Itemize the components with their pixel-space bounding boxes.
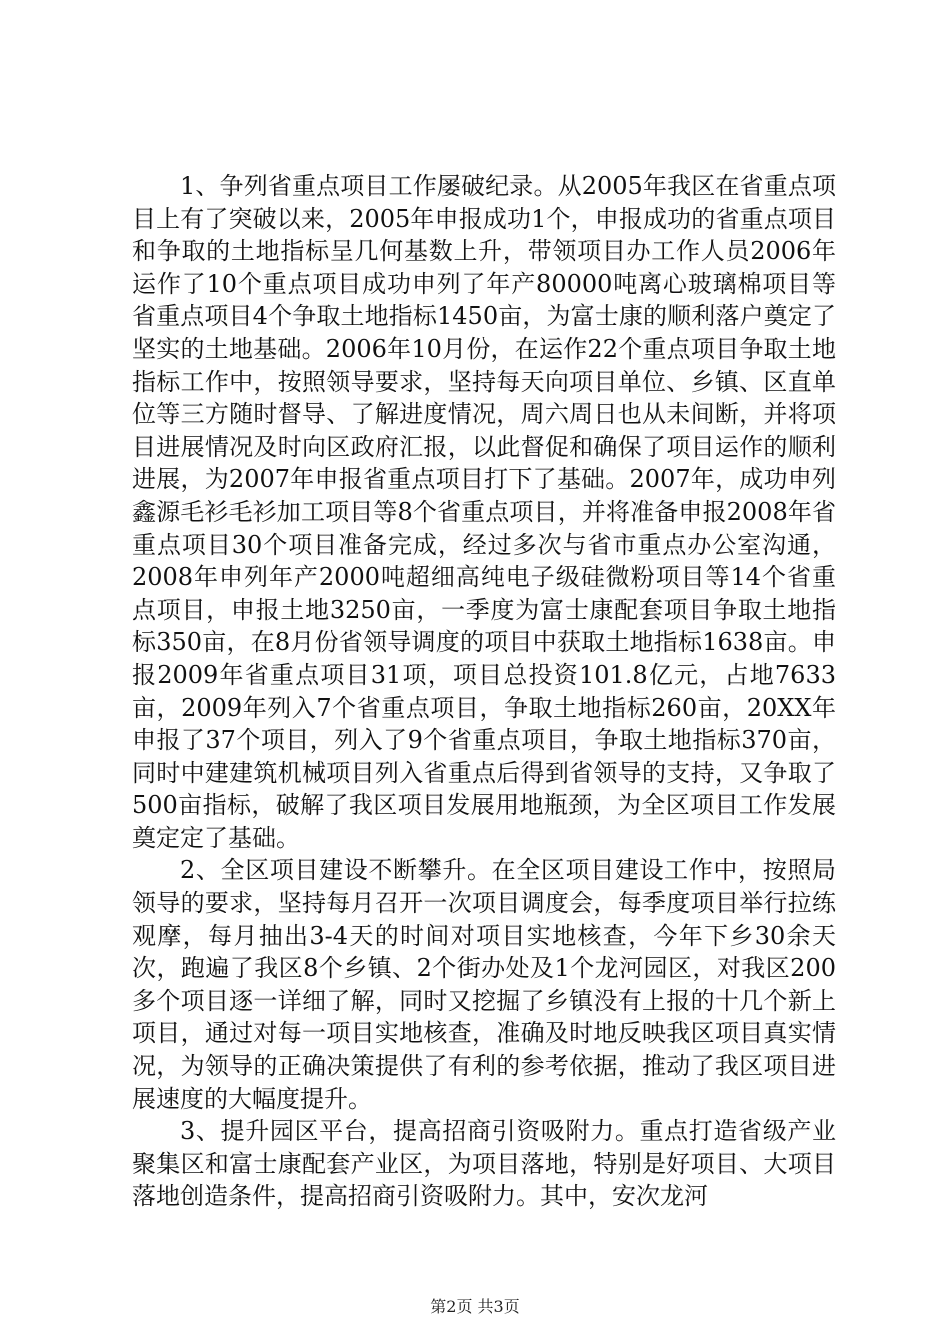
paragraph-2: 2、全区项目建设不断攀升。在全区项目建设工作中，按照局领导的要求，坚持每月召开一次项目调度会，每季度项目举行拉练观摩，每月抽出3-4天的时间对项目实地核查，今年下乡30余天次，跑遍了我区8个乡镇、2个街办处及1个龙河园区，对我区200多个项目逐一详细了解，同时又挖掘了乡镇没有上报的十几个新上项目，通过对每一项目实地核查，准确及时地反映我区项目真实情况，为领导的正确决策提供了有利的参考依据，推动了我区项目进展速度的大幅度提升。 — [132, 856, 836, 1113]
paragraph-1: 1、争列省重点项目工作屡破纪录。从2005年我区在省重点项目上有了突破以来，2005年申报成功1个，申报成功的省重点项目和争取的土地指标呈几何基数上升，带领项目办工作人员2006年运作了10个重点项目成功申列了年产80000吨离心玻璃棉项目等省重点项目4个争取土地指标1450亩，为富士康的顺利落户奠定了坚实的土地基础。2006年10月份，在运作22个重点项目争取土地指标工作中，按照领导要求，坚持每天向项目单位、乡镇、区直单位等三方随时督导、了解进度情况，周六周日也从未间断，并将项目进展情况及时向区政府汇报，以此督促和确保了项目运作的顺利进展，为2007年申报省重点项目打下了基础。2007年，成功申列鑫源毛衫毛衫加工项目等8个省重点项目，并将准备申报2008年省重点项目30个项目准备完成，经过多次与省市重点办公室沟通，2008年申列年产2000吨超细高纯电子级硅微粉项目等14个省重点项目，申报土地3250亩，一季度为富士康配套项目争取土地指标350亩，在8月份省领导调度的项目中获取土地指标1638亩。申报2009年省重点项目31项，项目总投资101.8亿元，占地7633亩，2009年列入7个省重点项目，争取土地指标260亩，20XX年申报了37个项目，列入了9个省重点项目，争取土地指标370亩，同时中建建筑机械项目列入省重点后得到省领导的支持，又争取了500亩指标，破解了我区项目发展用地瓶颈，为全区项目工作发展奠定定了基础。 — [132, 172, 836, 852]
paragraph-3: 3、提升园区平台，提高招商引资吸附力。重点打造省级产业聚集区和富士康配套产业区，为项目落地，特别是好项目、大项目落地创造条件，提高招商引资吸附力。其中，安次龙河 — [132, 1117, 836, 1211]
document-body — [132, 170, 836, 1213]
page-footer: 第2页 共3页 — [430, 1297, 520, 1316]
